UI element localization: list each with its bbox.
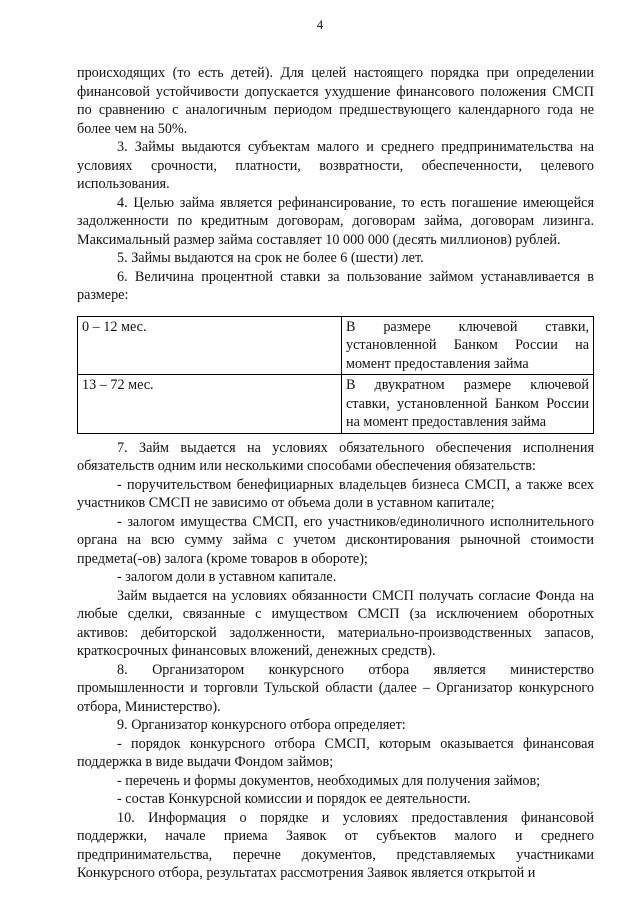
paragraph: 5. Займы выдаются на срок не более 6 (шести) лет. (117, 250, 424, 266)
paragraph: 7. Займ выдается на условиях обязательного обеспечения исполнения обязательств одним или несколькими способами обеспечения обязательств: (77, 439, 594, 474)
paragraph: 6. Величина процентной ставки за пользование займом устанавливается в размере: (77, 268, 594, 303)
paragraph: происходящих (то есть детей). Для целей настоящего порядка при определении финансовой устойчивости допускается ухудшение финансового положения СМСП по сравнению с аналогичным периодом предшествующего календарного года не более чем на 50%. (77, 65, 594, 137)
paragraph: - залогом доли в уставном капитале. (117, 569, 337, 585)
paragraph: Займ выдается на условиях обязанности СМСП получать согласие Фонда на любые сделки, связанные с имуществом СМСП (за исключением оборотных активов: дебиторской задолженности, материально-производственных запасов, краткосрочных финансовых вложений, денежных средств). (77, 587, 594, 659)
paragraph: - состав Конкурсной комиссии и порядок ее деятельности. (117, 791, 471, 807)
paragraphs-before-table (77, 64, 594, 305)
page-content (77, 64, 594, 883)
paragraph: - порядок конкурсного отбора СМСП, которым оказывается финансовая поддержка в виде выдачи Фондом займов; (77, 735, 594, 770)
table-row (78, 375, 594, 434)
paragraph: - поручительством бенефициарных владельцев бизнеса СМСП, а также всех участников СМСП не зависимо от объема доли в уставном капитале; (77, 476, 594, 511)
loan-term-cell: 13 – 72 мес. (78, 375, 342, 434)
paragraph: 10. Информация о порядке и условиях предоставления финансовой поддержки, начале приема Заявок от субъектов малого и среднего предпринимательства, перечне документов, представляемых участниками Конкурсного отбора, результатах рассмотрения Заявок является открытой и (77, 809, 594, 881)
loan-term-cell: 0 – 12 мес. (78, 316, 342, 375)
page-number: 4 (316, 17, 324, 32)
paragraph: - перечень и формы документов, необходимых для получения займов; (117, 772, 541, 789)
paragraph: 8. Организатором конкурсного отбора является министерство промышленности и торговли Тульской области (далее – Организатор конкурсного отбора, Министерство). (77, 661, 594, 715)
paragraphs-after-table (77, 439, 594, 883)
table-row (78, 316, 594, 375)
interest-rate-table (77, 316, 594, 434)
paragraph: 9. Организатор конкурсного отбора определяет: (117, 717, 406, 733)
interest-rate-cell: В размере ключевой ставки, установленной Банком России на момент предоставления займа (342, 316, 594, 375)
paragraph: - залогом имущества СМСП, его участников/единоличного исполнительного органа на всю сумму займа с учетом дисконтирования рыночной стоимости предмета(-ов) залога (кроме товаров в обороте); (77, 513, 594, 567)
paragraph: 4. Целью займа является рефинансирование, то есть погашение имеющейся задолженности по кредитным договорам, договорам займа, договорам лизинга. Максимальный размер займа составляет 10 000 000 (десять миллионов) рублей. (77, 194, 594, 248)
interest-rate-cell: В двукратном размере ключевой ставки, установленной Банком России на момент предоставления займа (342, 375, 594, 434)
paragraph: 3. Займы выдаются субъектам малого и среднего предпринимательства на условиях срочности, платности, возвратности, обеспеченности, целевого использования. (77, 139, 594, 192)
